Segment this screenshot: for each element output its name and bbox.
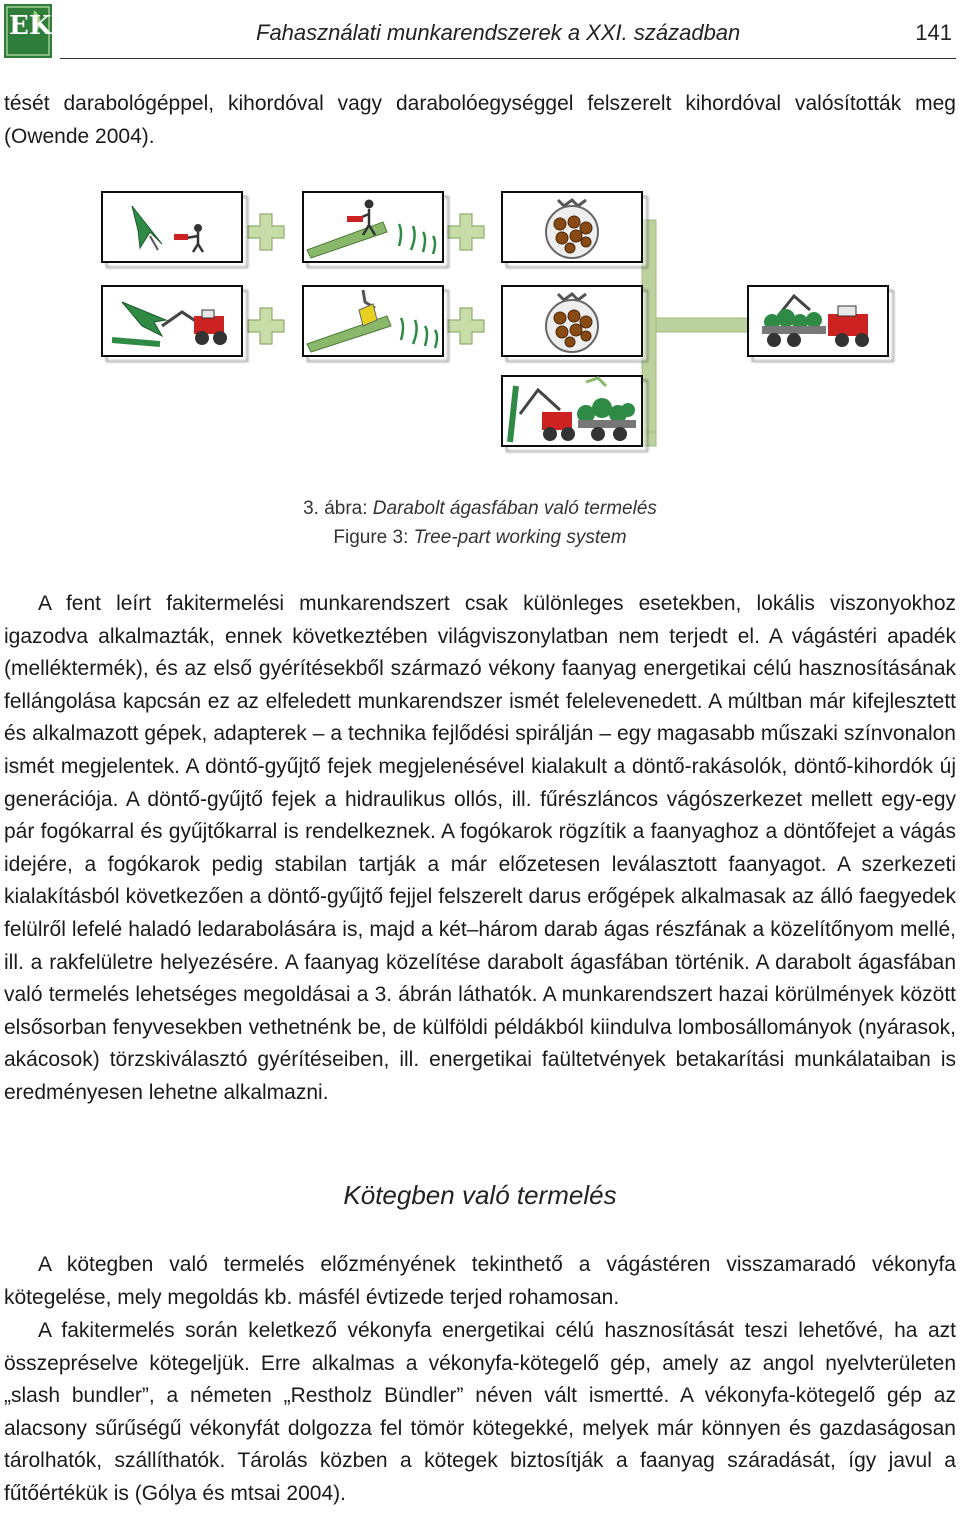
panel-grapple-loading-top — [502, 192, 642, 262]
publisher-logo — [4, 4, 52, 58]
panel-felling-head-processing — [303, 286, 443, 356]
panel-crane-forwarder — [502, 376, 642, 446]
section-paragraph-1: A kötegben való termelés előzményének tekinthető a vágástéren visszamaradó vékonyfa kötegelése, mely megoldás kb. másfél évtizede terjed rohamosan. — [4, 1253, 956, 1309]
panel-manual-felling — [102, 192, 242, 262]
panel-manual-delimbing — [303, 192, 443, 262]
figure-caption-en: Figure 3: Tree-part working system — [333, 527, 627, 548]
running-title: Fahasználati munkarendszerek a XXI. században — [256, 20, 741, 45]
panel-forwarder — [748, 286, 888, 356]
svg-text:EK: EK — [9, 11, 52, 41]
tree-part-system-diagram — [0, 186, 960, 476]
figure-caption-hu: 3. ábra: Darabolt ágasfában való termelés — [303, 498, 657, 519]
page-number: 141 — [915, 20, 952, 45]
intro-paragraph: tését darabológéppel, kihordóval vagy darabolóegységgel felszerelt kihordóval valósították meg (Owende 2004). — [4, 92, 956, 148]
section-paragraph-2: A fakitermelés során keletkező vékonyfa energetikai célú hasznosítását teszi lehetővé, ha azt összepréselve kötegeljük. Erre alkalmas a vékonyfa-kötegelő gép, amely az angol nyelvterületen „slash bundler”, a németen „Restholz Bündler” néven vált ismertté. A vékonyfa-kötegelő gép az alacsony sűrűségű vékonyfát dolgozza fel tömör kötegekké, melyek már könnyen és gazdaságosan tárolhatók, szállíthatók. Tárolás közben a kötegek biztosítják a faanyag száradását, így javul a fűtőértékük is (Gólya és mtsai 2004). — [4, 1319, 956, 1505]
panel-machine-felling — [102, 286, 242, 356]
panel-grapple-loading-middle — [502, 286, 642, 356]
header-divider — [60, 58, 956, 59]
section-heading: Kötegben való termelés — [343, 1180, 617, 1210]
body-paragraph: A fent leírt fakitermelési munkarendszert csak különleges esetekben, lokális viszonyokhoz igazodva alkalmazták, ennek következtében világviszonylatban nem terjedt el. A vágástéri apadék (melléktermék), és az első gyérítésekből származó vékony faanyag energetikai célú hasznosításának fellángolása kapcsán ez az elfeledett munkarendszer ismét felelevenedett. A múltban már kifejlesztett és alkalmazott gépek, adapterek – a technika fejlődési spirálján – egy magasabb műszaki színvonalon ismét megjelentek. A döntő-gyűjtő fejek megjelenésével kialakult a döntő-rakásolók, döntő-kihordók új generációja. A döntő-gyűjtő fejek a hidraulikus ollós, ill. fűrészláncos vágószerkezet mellett egy-egy pár fogókarral és gyűjtőkarral is rendelkeznek. A fogókarok rögzítik a faanyaghoz a döntőfejet a vágás idejére, a fogókarok pedig stabilan tartják a már előzetesen leválasztott faanyagot. A szerkezeti kialakításból következően a döntő-gyűjtő fejjel felszerelt darus erőgépek alkalmasak az álló faegyedek felülről lefelé haladó ledarabolására is, majd a két–három darab ágas részfának a közelítőnyom mellé, ill. a rakfelületre helyezésére. A faanyag közelítése darabolt ágasfában történik. A darabolt ágasfában való termelés lehetséges megoldásai a 3. ábrán láthatók. A munkarendszert hazai körülmények között elsősorban fenyvesekben vethetnénk be, de külföldi példákból kiindulva lombosállományok (nyárasok, akácosok) törzskiválasztó gyérítéseiben, ill. energetikai faültetvények betakarítási munkálataiban is eredményesen lehetne alkalmazni. — [4, 592, 956, 1104]
